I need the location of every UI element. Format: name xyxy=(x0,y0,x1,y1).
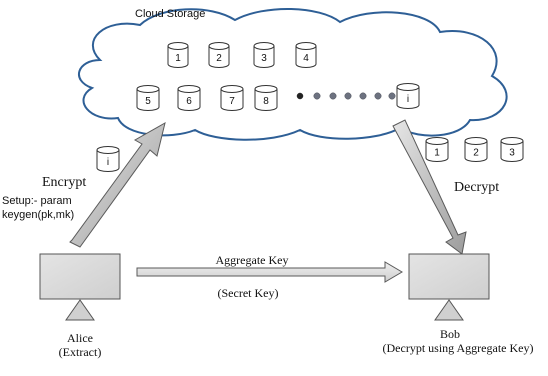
disk-label: 1 xyxy=(175,53,181,64)
bob-stand xyxy=(435,300,463,320)
cloud-shape xyxy=(79,9,507,140)
right-disks xyxy=(426,138,523,162)
aggregate-key-label: Aggregate Key xyxy=(215,253,289,267)
disk-i xyxy=(397,84,419,109)
dot xyxy=(389,93,395,99)
disk-label: 6 xyxy=(186,96,192,107)
cloud-title: Cloud Storage xyxy=(135,8,206,20)
secret-key-label: (Secret Key) xyxy=(217,286,279,300)
alice-role: (Extract) xyxy=(58,345,102,359)
setup-line-1: Setup:- param xyxy=(2,195,72,207)
disk-label: 7 xyxy=(229,96,235,107)
disk-label: 5 xyxy=(145,96,151,107)
decrypt-label: Decrypt xyxy=(454,180,500,195)
disk-4 xyxy=(296,43,316,68)
disk-label: i xyxy=(406,94,410,105)
disk-label: 3 xyxy=(509,147,515,159)
alice-name: Alice xyxy=(67,331,93,345)
disk-5 xyxy=(137,86,159,111)
disk-2 xyxy=(209,43,229,68)
disk-3 xyxy=(254,43,274,68)
disk-i-cloud xyxy=(397,84,419,109)
disk-1 xyxy=(168,43,188,68)
dot xyxy=(314,93,320,99)
disk-label: 1 xyxy=(434,147,440,159)
disk-3 xyxy=(501,138,523,162)
bob-role: (Decrypt using Aggregate Key) xyxy=(382,341,534,355)
disk-label: 8 xyxy=(263,96,269,107)
dot xyxy=(330,93,336,99)
disk-8 xyxy=(255,86,277,111)
disk-label: 2 xyxy=(216,53,222,64)
dot xyxy=(360,93,366,99)
disk-label: 4 xyxy=(303,53,309,64)
alice-box xyxy=(40,254,120,299)
dot xyxy=(375,93,381,99)
disk-i xyxy=(97,147,119,172)
disk-label: 3 xyxy=(261,53,267,64)
setup-line-2: keygen(pk,mk) xyxy=(2,209,75,221)
disk-i-left xyxy=(97,147,119,172)
encrypt-label: Encrypt xyxy=(42,175,87,190)
dot xyxy=(297,93,303,99)
bob-name: Bob xyxy=(439,327,461,341)
disk-6 xyxy=(178,86,200,111)
alice-stand xyxy=(66,300,94,320)
disk-1 xyxy=(426,138,448,162)
disk-label: i xyxy=(106,157,110,168)
dot xyxy=(345,93,351,99)
disk-2 xyxy=(465,138,487,162)
bob-box xyxy=(409,254,489,299)
disk-7 xyxy=(221,86,243,111)
disk-label: 2 xyxy=(473,147,479,159)
